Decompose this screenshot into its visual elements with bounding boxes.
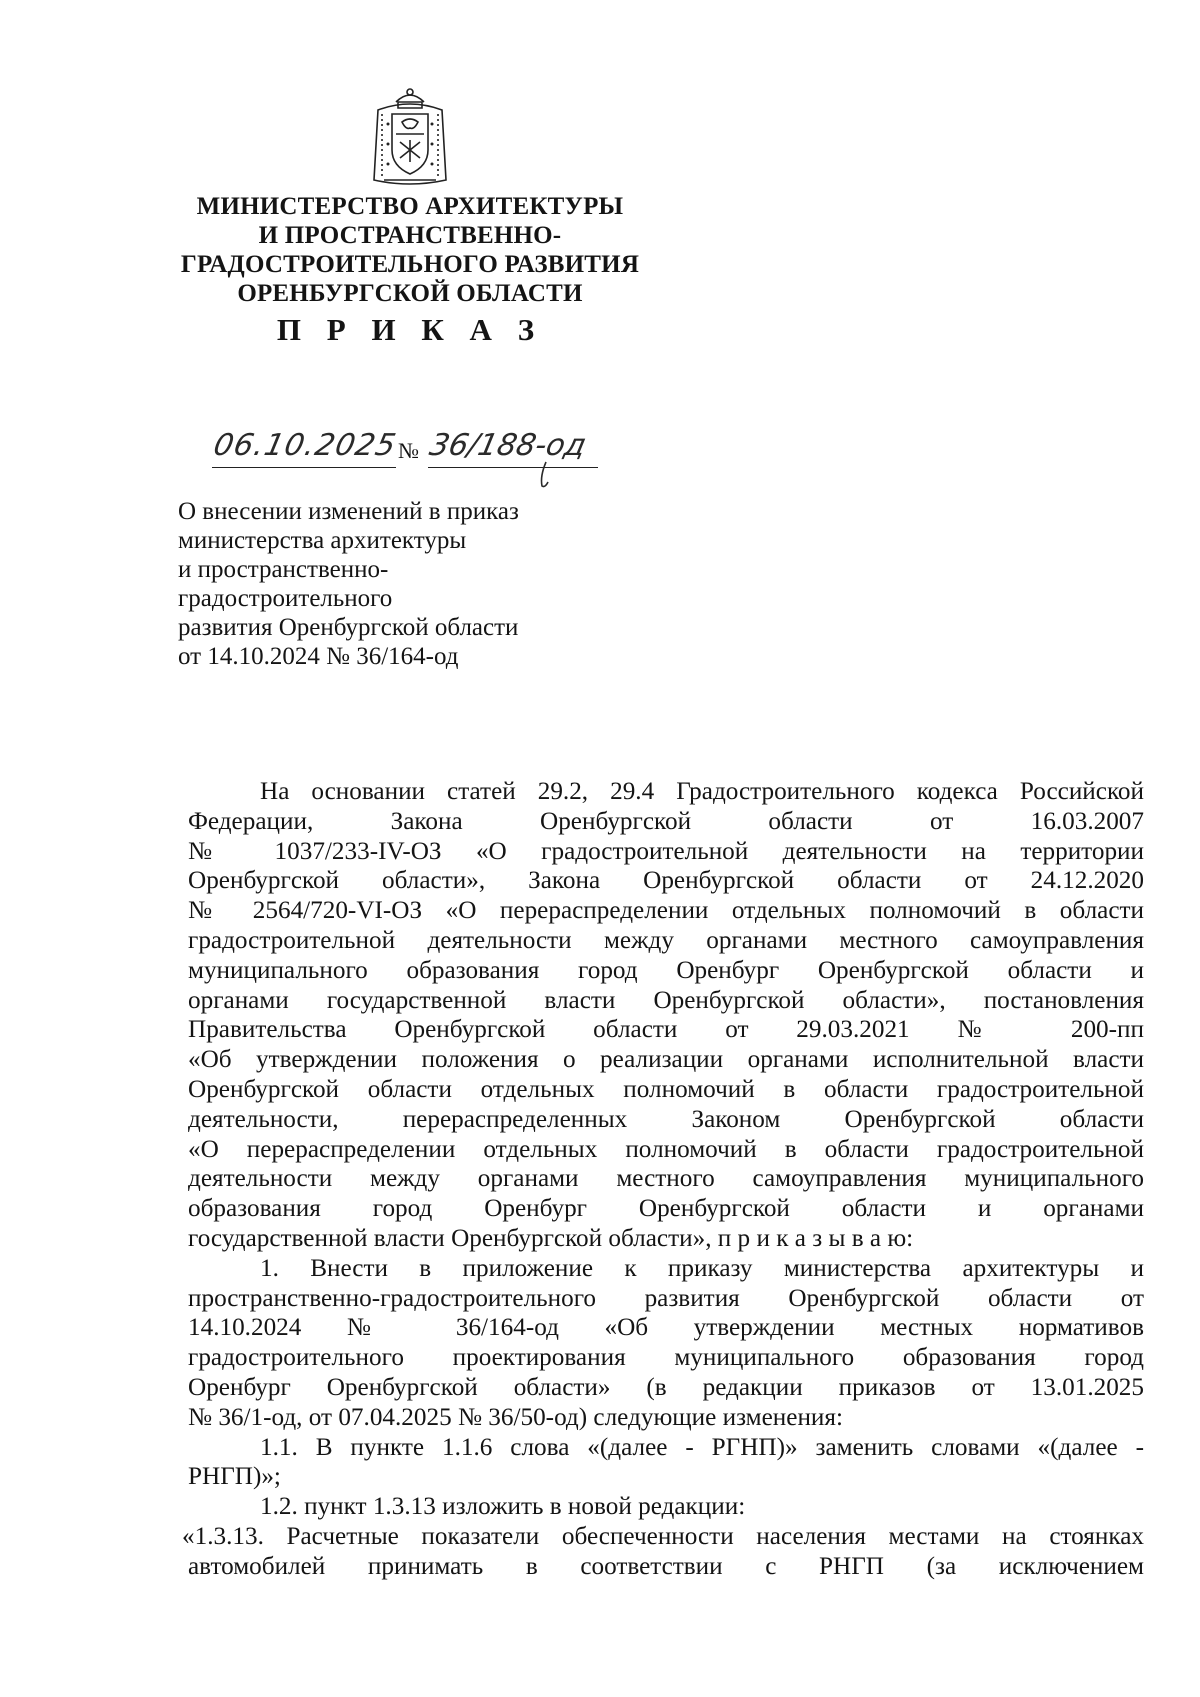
date-underline: [212, 467, 396, 468]
coat-of-arms-emblem: [368, 84, 452, 188]
body-line: 1.2. пункт 1.3.13 изложить в новой редакции:: [260, 1493, 746, 1521]
body-line: автомобилей принимать в соответствии с РНГП (за исключением: [188, 1552, 1144, 1580]
body-line: образования город Оренбург Оренбургской области и органами: [188, 1195, 1144, 1223]
body-line: муниципального образования город Оренбург Оренбургской области и: [188, 956, 1144, 984]
body-line: РНГП)»;: [188, 1463, 281, 1491]
body-line: 1. Внести в приложение к приказу министерства архитектуры и: [260, 1254, 1144, 1282]
order-subject: [178, 497, 618, 671]
body-line: 1.1. В пункте 1.1.6 слова «(далее - РГНП)» заменить словами «(далее -: [260, 1433, 1144, 1461]
body-line: государственной власти Оренбургской области», п р и к а з ы в а ю:: [188, 1224, 914, 1252]
ministry-line: ГРАДОСТРОИТЕЛЬНОГО РАЗВИТИЯ: [180, 251, 640, 278]
body-line: «1.3.13. Расчетные показатели обеспеченности населения местами на стоянках: [182, 1522, 1144, 1550]
body-line: Оренбург Оренбургской области» (в редакции приказов от 13.01.2025: [188, 1373, 1144, 1401]
body-line: «О перераспределении отдельных полномочий в области градостроительной: [188, 1135, 1144, 1163]
number-underline: [428, 467, 598, 468]
body-line: градостроительной деятельности между органами местного самоуправления: [188, 926, 1144, 954]
body-line: № 36/1-од, от 07.04.2025 № 36/50-од) следующие изменения:: [188, 1403, 843, 1431]
body-line: На основании статей 29.2, 29.4 Градостроительного кодекса Российской: [260, 778, 1144, 805]
body-line: Правительства Оренбургской области от 29.03.2021 № 200-пп: [188, 1016, 1144, 1044]
body-line: Оренбургской области», Закона Оренбургской области от 24.12.2020: [188, 867, 1144, 895]
subject-line: О внесении изменений в приказ: [178, 498, 519, 525]
body-line: деятельности, перераспределенных Законом Оренбургской области: [188, 1105, 1144, 1133]
body-line: пространственно-градостроительного развития Оренбургской области от: [188, 1284, 1144, 1312]
body-line: 14.10.2024 № 36/164-од «Об утверждении местных нормативов: [188, 1314, 1144, 1342]
subject-line: и пространственно-: [178, 556, 389, 583]
body-line: «Об утверждении положения о реализации органами исполнительной власти: [188, 1046, 1144, 1074]
order-body: [182, 777, 1144, 1582]
body-line: органами государственной власти Оренбургской области», постановления: [188, 986, 1144, 1014]
body-line: Оренбургской области отдельных полномочий в области градостроительной: [188, 1075, 1144, 1103]
body-line: деятельности между органами местного самоуправления муниципального: [188, 1165, 1144, 1193]
ministry-line: ОРЕНБУРГСКОЙ ОБЛАСТИ: [237, 280, 583, 307]
handwriting-stroke: [532, 460, 562, 490]
document-type-title: П Р И К А З: [276, 312, 544, 347]
ministry-name: [140, 192, 680, 308]
body-line: № 1037/233-IV-ОЗ «О градостроительной деятельности на территории: [188, 837, 1144, 865]
ministry-line: МИНИСТЕРСТВО АРХИТЕКТУРЫ: [196, 193, 624, 220]
body-line: Федерации, Закона Оренбургской области от 16.03.2007: [188, 807, 1144, 835]
subject-line: от 14.10.2024 № 36/164-од: [178, 643, 459, 670]
handwritten-number: 36/188-од: [426, 428, 590, 463]
subject-line: градостроительного: [178, 585, 393, 612]
ministry-line: И ПРОСТРАНСТВЕННО-: [258, 222, 562, 249]
subject-line: развития Оренбургской области: [178, 614, 519, 641]
body-line: градостроительного проектирования муниципального образования город: [188, 1344, 1144, 1372]
subject-line: министерства архитектуры: [178, 527, 467, 554]
number-sign: №: [398, 438, 419, 463]
handwritten-date: 06.10.2025: [210, 428, 400, 463]
body-line: № 2564/720-VI-ОЗ «О перераспределении отдельных полномочий в области: [188, 897, 1144, 925]
